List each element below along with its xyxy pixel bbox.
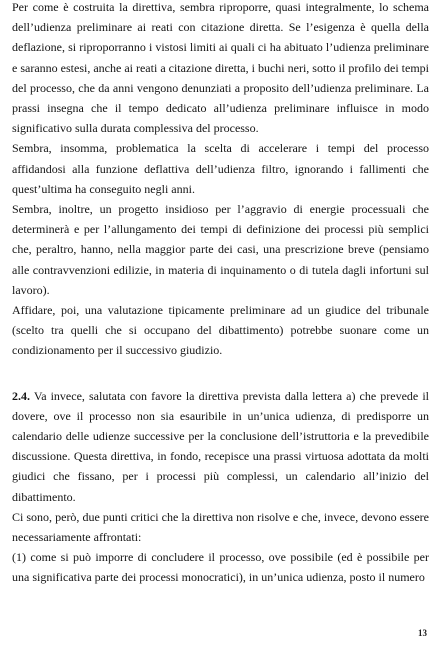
paragraph-4: Affidare, poi, una valutazione tipicamente preliminare ad un giudice del tribunale (scelto tra quelli che si occupano del dibattimento) potrebbe suonare come un condizionamento per il successivo giudizio.: [12, 303, 429, 358]
section-text: Va invece, salutata con favore la direttiva prevista dalla lettera a) che prevede il dovere, ove il processo non sia esauribile in un’unica udienza, di predisporre un calendario delle udienze successive per la conclusione dell’istruttoria e la prevedibile discussione. Questa direttiva, in fondo, recepisce una prassi virtuosa adottata da molti giudici che fissano, per i processi più complessi, un calendario all’inizio del dibattimento.: [12, 388, 429, 504]
paragraph-1: Per come è costruita la direttiva, sembra riproporre, quasi integralmente, lo schema dell’udienza preliminare ai reati con citazione diretta. Se l’esigenza è quella della deflazione, si riproporranno i vistosi limiti ai quali ci ha abituato l’udienza preliminare e saranno estesi, anche ai reati a citazione diretta, i buchi neri, sotto il profilo dei tempi del processo, che da anni vengono denunziati a proposito dell’udienza preliminare. La prassi insegna che il tempo dedicato all’udienza preliminare influisce in modo significativo sulla durata complessiva del processo.: [12, 0, 429, 136]
section-spacer: [12, 361, 429, 386]
section-paragraph: [12, 386, 429, 507]
paragraph-3: Sembra, inoltre, un progetto insidioso per l’aggravio di energie processuali che determinerà e per l’allungamento dei tempi di definizione dei processi più semplici che, peraltro, hanno, nella maggior parte dei casi, una prescrizione breve (pensiamo alle contravvenzioni edilizie, in materia di inquinamento o di tutela dagli infortuni sul lavoro).: [12, 202, 429, 297]
page-number: 13: [418, 627, 427, 638]
paragraph-6: Ci sono, però, due punti critici che la direttiva non risolve e che, invece, devono essere necessariamente affrontati:: [12, 509, 429, 545]
section-number: 2.4.: [12, 388, 30, 403]
paragraph-2: Sembra, insomma, problematica la scelta di accelerare i tempi del processo affidandosi alla funzione deflattiva dell’udienza filtro, ignorando i fallimenti che quest’ultima ha conseguito negli anni.: [12, 141, 429, 196]
body-text: [12, 0, 429, 588]
paragraph-7: (1) come si può imporre di concludere il processo, ove possibile (ed è possibile per una significativa parte dei processi monocratici), in un’unica udienza, posto il numero: [12, 550, 429, 585]
